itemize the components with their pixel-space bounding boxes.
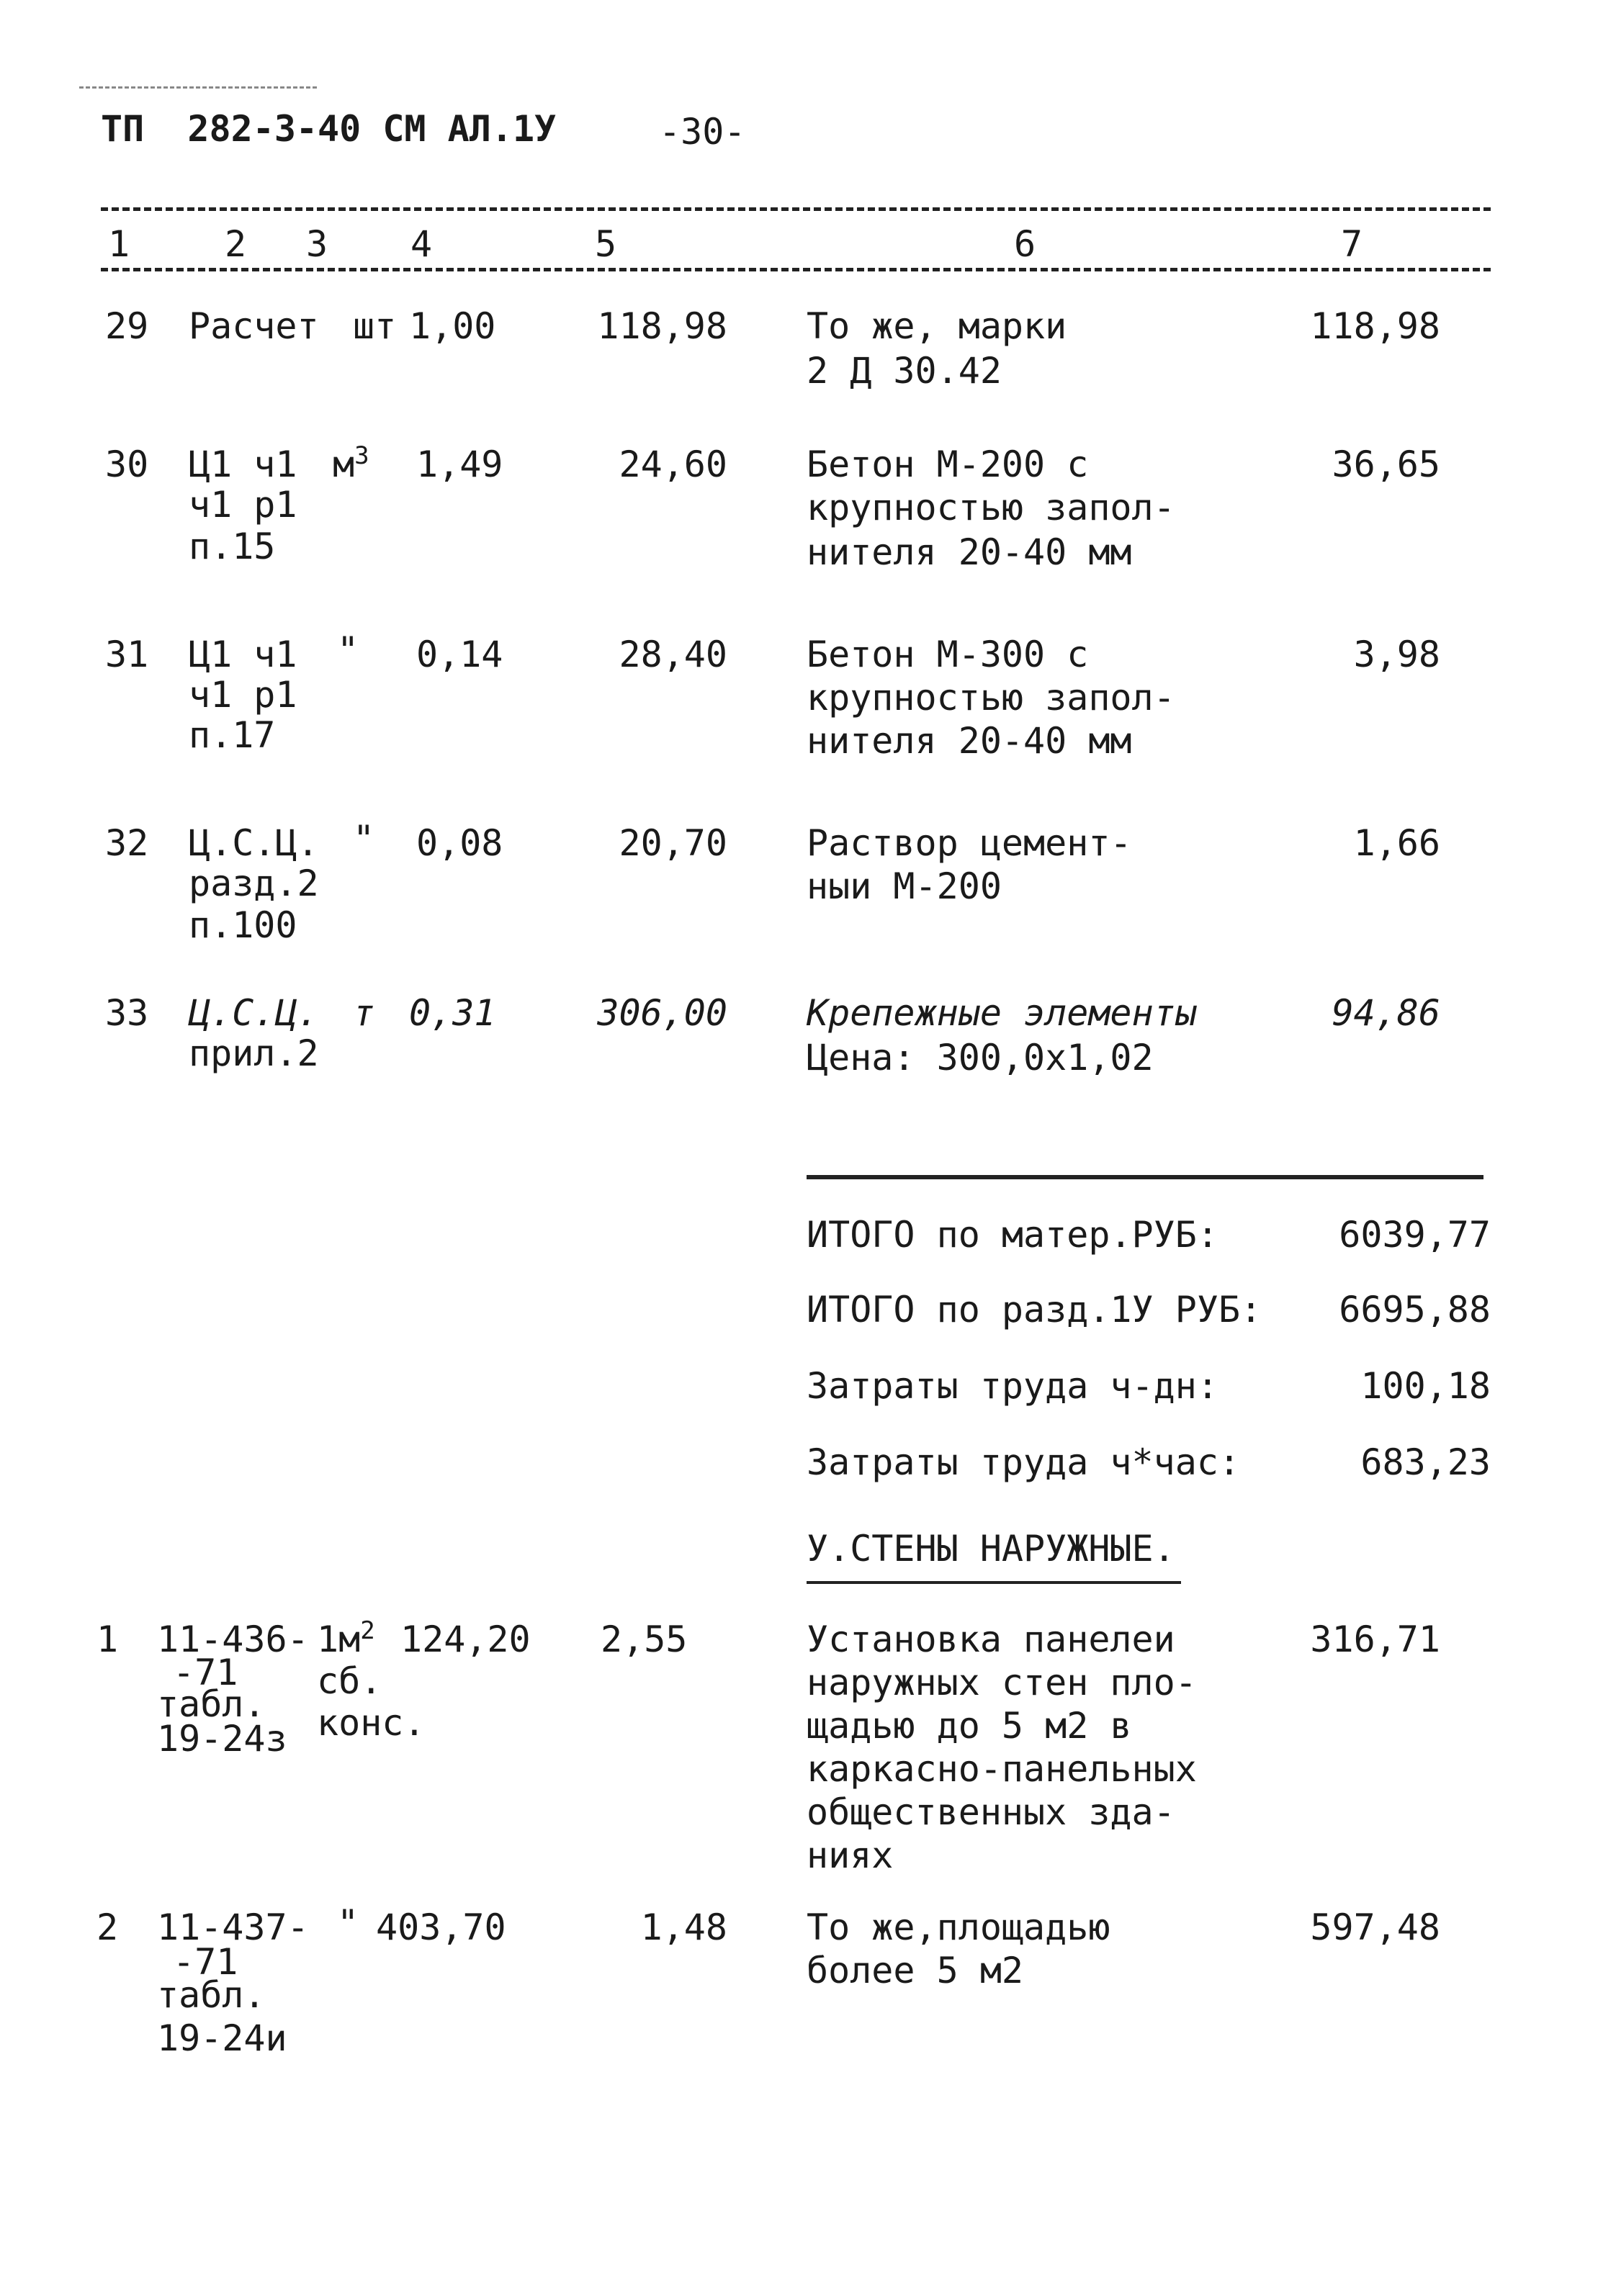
row-total: 1,66 [1353,822,1440,864]
row-price: 118,98 [597,305,727,347]
row-total: 118,98 [1310,305,1440,347]
row-basis: табл. [157,1974,266,2016]
unit-label: 1м [317,1619,361,1660]
row-unit-note: сб. [317,1660,382,1702]
row-basis: прил.2 [189,1032,319,1074]
row-basis: Ц.С.Ц. [189,992,319,1034]
row-description: щадью до 5 м2 в [807,1705,1132,1747]
row-quantity: 0,08 [416,822,503,864]
row-basis: Ц.С.Ц. [189,822,319,864]
row-description: наружных стен пло- [807,1662,1197,1703]
row-number: 33 [105,992,149,1034]
row-quantity: 1,00 [409,305,496,347]
row-unit: " [337,1902,359,1944]
total-label: Затраты труда ч-дн: [807,1365,1218,1407]
row-quantity: 1,49 [416,444,503,485]
row-basis: 11-437- [157,1906,309,1948]
row-description: общественных зда- [807,1791,1175,1833]
row-basis: табл. [157,1683,266,1725]
row-description: более 5 м2 [807,1950,1024,1991]
row-quantity: 403,70 [376,1906,506,1948]
row-quantity: 0,14 [416,634,503,675]
row-quantity: 0,31 [409,992,496,1034]
column-header-3: 3 [306,223,328,265]
row-description: нителя 20-40 мм [807,720,1132,762]
row-basis: п.15 [189,526,276,567]
row-basis: -71 [173,1652,238,1693]
row-number: 31 [105,634,149,675]
total-label: Затраты труда ч*час: [807,1441,1241,1483]
row-price: 20,70 [619,822,727,864]
header-bottom-rule [101,268,1491,271]
row-basis: Ц1 ч1 [189,444,297,485]
row-basis: разд.2 [189,863,319,904]
row-unit: " [337,629,359,671]
total-value: 100,18 [1360,1365,1491,1407]
row-basis: п.100 [189,904,297,946]
row-description: Установка панелеи [807,1619,1175,1660]
row-basis: 19-24з [157,1718,287,1760]
header-top-rule [101,207,1491,211]
unit-exponent: 3 [354,441,369,470]
row-description: Бетон М-200 с [807,444,1089,485]
row-number: 2 [96,1906,119,1948]
unit-exponent: 2 [360,1616,375,1645]
row-total: 597,48 [1310,1906,1440,1948]
row-description: каркасно-панельных [807,1748,1197,1790]
row-price: 24,60 [619,444,727,485]
row-number: 32 [105,822,149,864]
row-description: нителя 20-40 мм [807,531,1132,573]
row-basis: ч1 р1 [189,674,297,716]
total-value: 6039,77 [1339,1214,1491,1256]
page-number: -30- [659,111,746,153]
column-header-2: 2 [225,223,247,265]
column-header-7: 7 [1341,223,1363,265]
row-description: Раствор цемент- [807,822,1132,864]
unit-label: м [333,444,355,485]
row-description: крупностью запол- [807,487,1175,528]
row-unit: " [353,818,375,860]
row-description: 2 Д 30.42 [807,350,1002,392]
row-number: 30 [105,444,149,485]
row-number: 1 [96,1619,119,1660]
row-total: 3,98 [1353,634,1440,675]
row-unit [317,1617,375,1662]
row-price: 28,40 [619,634,727,675]
total-label: ИТОГО по матер.РУБ: [807,1214,1218,1256]
row-unit-note: конс. [317,1702,426,1744]
row-description: То же, марки [807,305,1067,347]
row-basis: п.17 [189,714,276,756]
row-description: крупностью запол- [807,677,1175,719]
row-unit [333,442,369,487]
document-code: ТП 282-3-40 СМ АЛ.1У [101,108,557,150]
row-description: То же,площадью [807,1906,1110,1948]
column-header-4: 4 [410,223,433,265]
row-basis: -71 [173,1941,238,1983]
row-description: ныи М-200 [807,865,1002,907]
row-basis: 19-24и [157,2017,287,2059]
row-description: Бетон М-300 с [807,634,1089,675]
section-title: У.СТЕНЫ НАРУЖНЫЕ. [807,1528,1175,1570]
totals-rule [807,1175,1483,1179]
row-number: 29 [105,305,149,347]
row-total: 36,65 [1332,444,1440,485]
row-basis: Ц1 ч1 [189,634,297,675]
row-description: Крепежные элементы [807,992,1197,1034]
row-total: 316,71 [1310,1619,1440,1660]
row-description: ниях [807,1834,894,1876]
header-tick-marks [79,86,317,89]
row-unit: шт [353,305,397,347]
column-header-6: 6 [1014,223,1036,265]
row-price: 2,55 [601,1619,688,1660]
column-header-1: 1 [108,223,130,265]
total-label: ИТОГО по разд.1У РУБ: [807,1289,1262,1331]
row-total: 94,86 [1332,992,1440,1034]
total-value: 6695,88 [1339,1289,1491,1331]
column-header-5: 5 [595,223,617,265]
row-price: 306,00 [597,992,727,1034]
total-value: 683,23 [1360,1441,1491,1483]
row-description: Цена: 300,0х1,02 [807,1037,1154,1079]
section-title-underline [807,1581,1181,1584]
row-price: 1,48 [640,1906,727,1948]
row-unit: т [353,992,375,1034]
row-basis: 11-436- [157,1619,309,1660]
row-quantity: 124,20 [400,1619,531,1660]
row-basis: ч1 р1 [189,484,297,526]
row-basis: Расчет [189,305,319,347]
